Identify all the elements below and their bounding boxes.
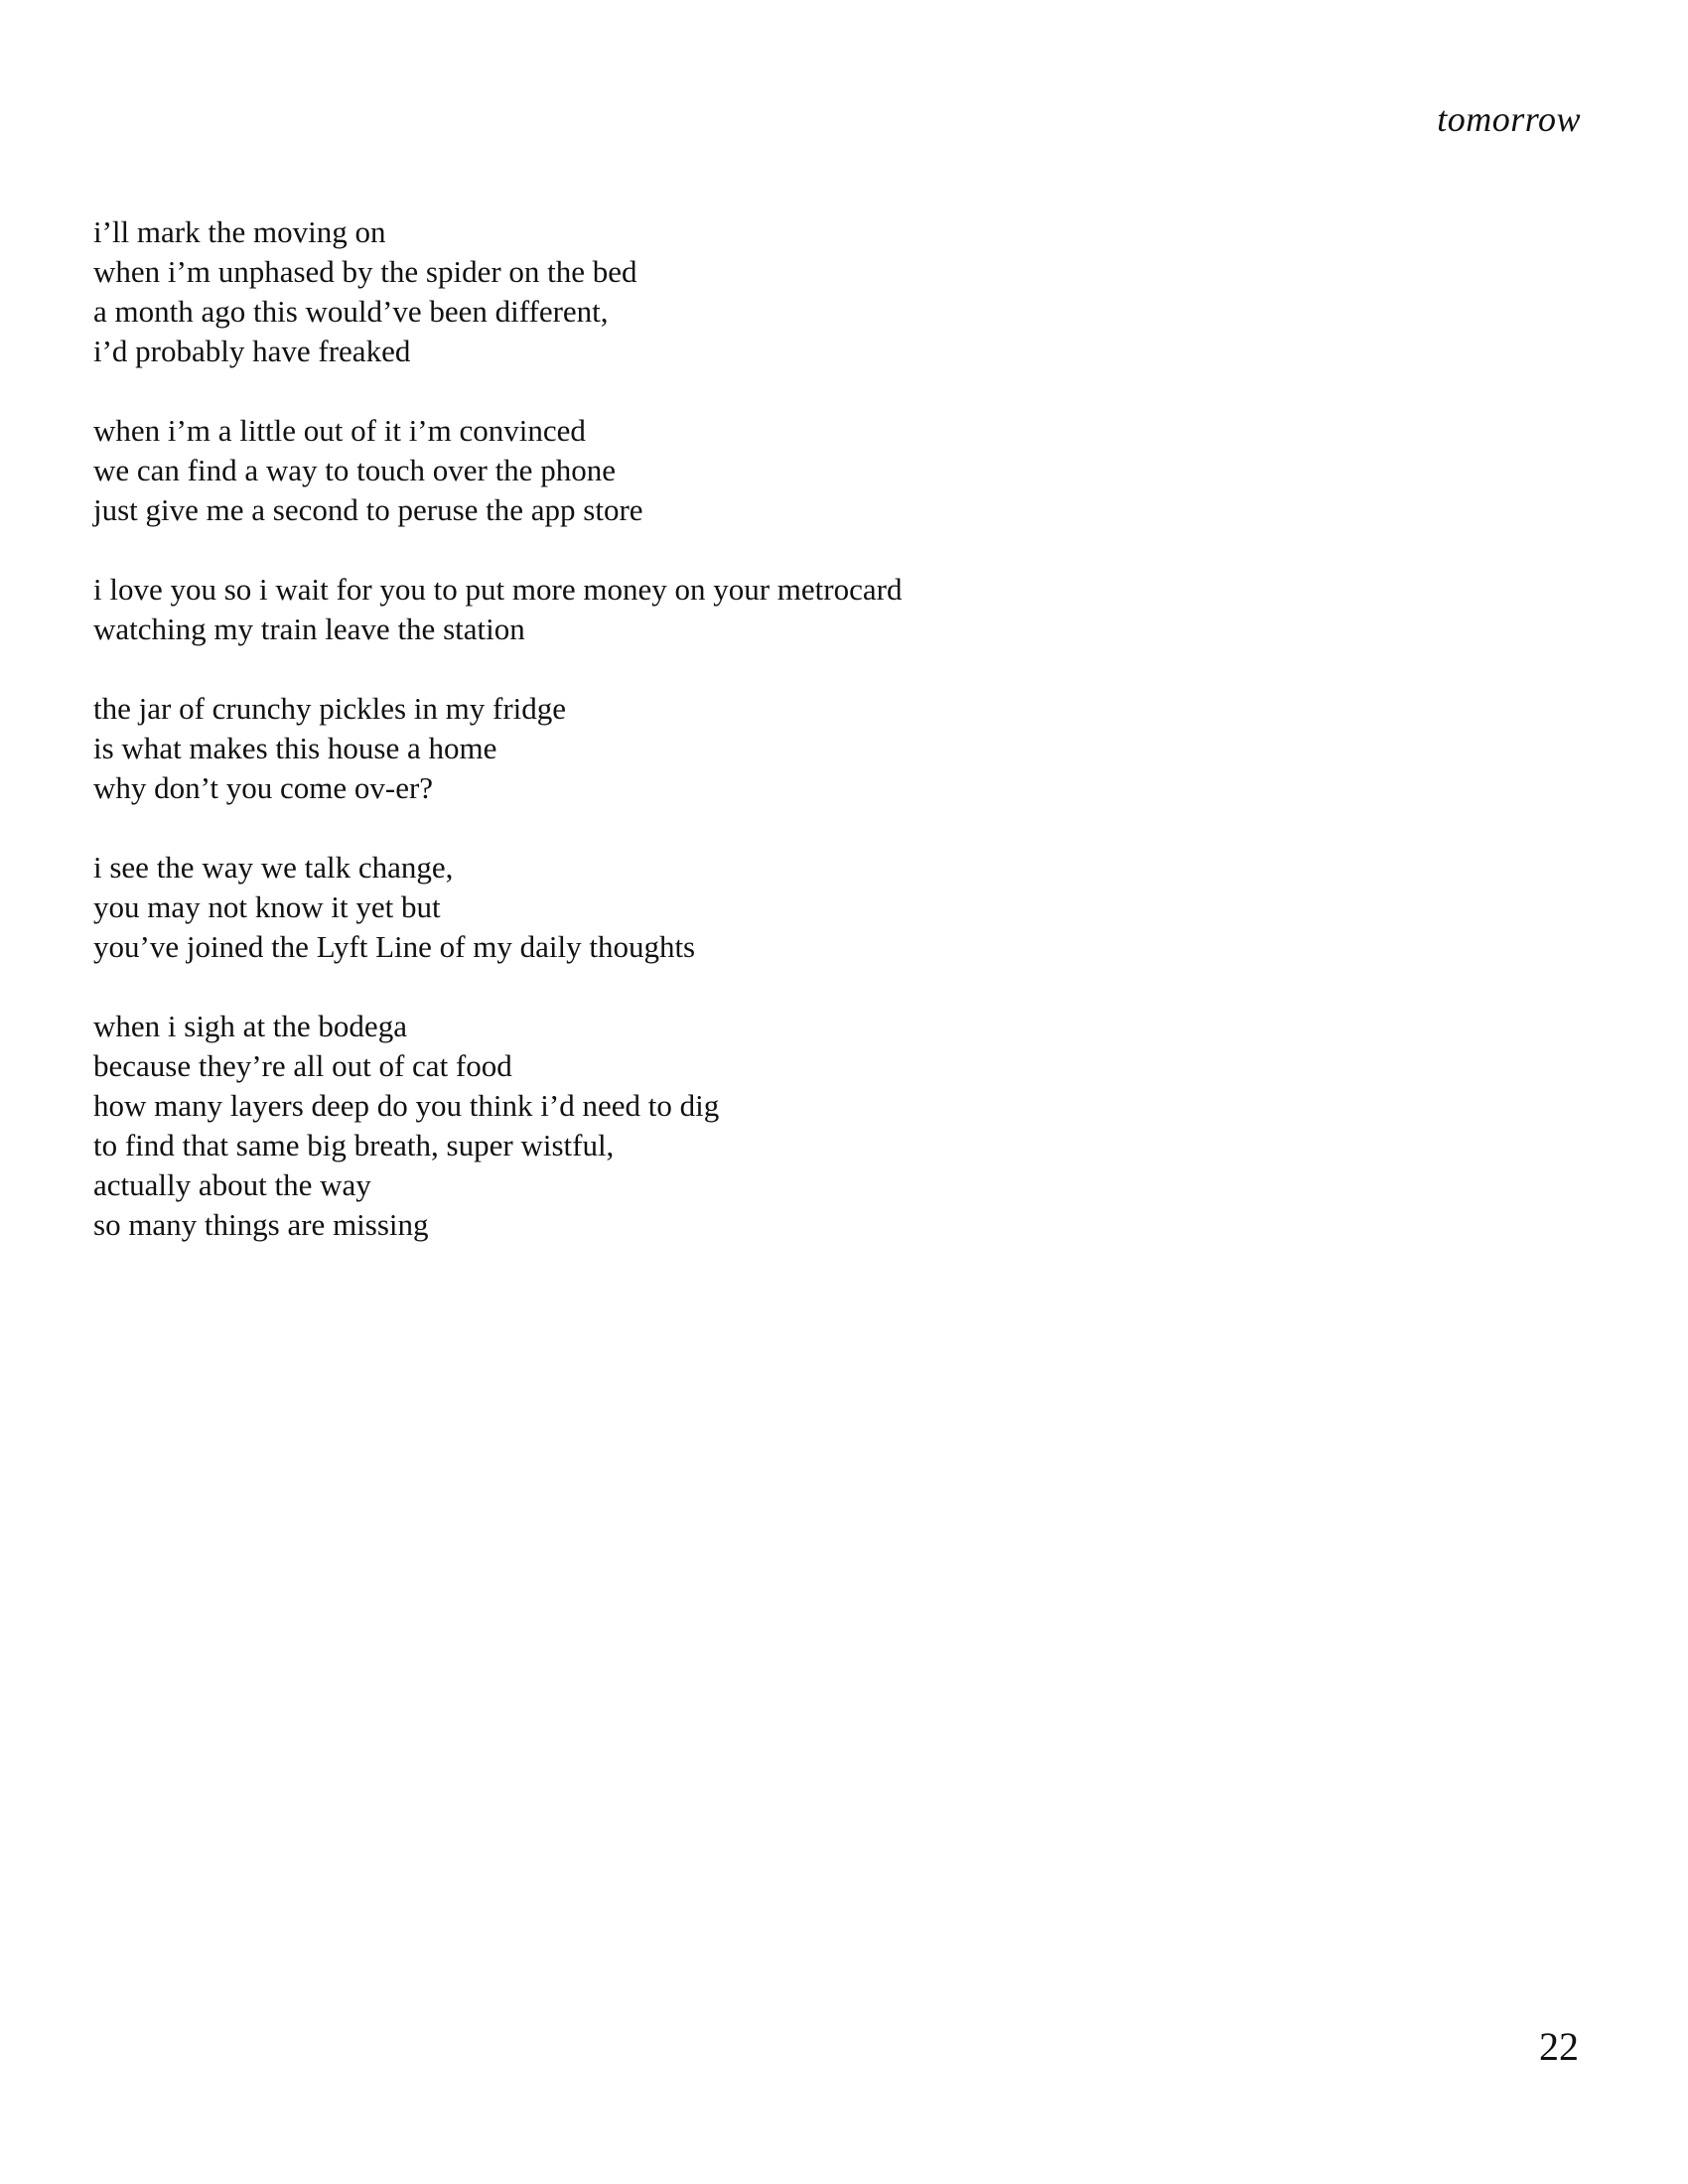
poem-line: i see the way we talk change, xyxy=(93,850,454,885)
stanza-6 xyxy=(93,1007,1483,1245)
stanza-3 xyxy=(93,570,1483,649)
poem-line: how many layers deep do you think i’d need to dig xyxy=(93,1088,720,1123)
poem-line: you’ve joined the Lyft Line of my daily thoughts xyxy=(93,929,696,964)
poem-line: when i’m a little out of it i’m convinced xyxy=(93,413,586,448)
poem-line: i’d probably have freaked xyxy=(93,334,411,368)
poem-line: to find that same big breath, super wistful, xyxy=(93,1128,615,1162)
poem-line: when i’m unphased by the spider on the bed xyxy=(93,254,637,289)
running-title: tomorrow xyxy=(1437,99,1581,139)
stanza-5 xyxy=(93,848,1483,967)
poem-line: why don’t you come ov-er? xyxy=(93,770,434,805)
page-number: 22 xyxy=(1539,2024,1579,2069)
poem-line: we can find a way to touch over the phone xyxy=(93,453,616,487)
poem-line: just give me a second to peruse the app store xyxy=(93,492,643,527)
stanza-4 xyxy=(93,689,1483,808)
poem-line: the jar of crunchy pickles in my fridge xyxy=(93,691,567,726)
poem-line: actually about the way xyxy=(93,1167,371,1202)
stanza-2 xyxy=(93,411,1483,530)
poem-line: so many things are missing xyxy=(93,1207,429,1242)
poem-line: i’ll mark the moving on xyxy=(93,214,386,249)
stanza-1 xyxy=(93,212,1483,371)
poem-line: a month ago this would’ve been different, xyxy=(93,294,609,329)
poem-line: because they’re all out of cat food xyxy=(93,1048,512,1083)
poem-line: watching my train leave the station xyxy=(93,612,525,646)
poem-body xyxy=(93,212,1483,1285)
poem-line: you may not know it yet but xyxy=(93,889,441,924)
poem-line: i love you so i wait for you to put more money on your metrocard xyxy=(93,572,903,607)
poem-line: is what makes this house a home xyxy=(93,731,497,765)
poem-line: when i sigh at the bodega xyxy=(93,1009,407,1043)
